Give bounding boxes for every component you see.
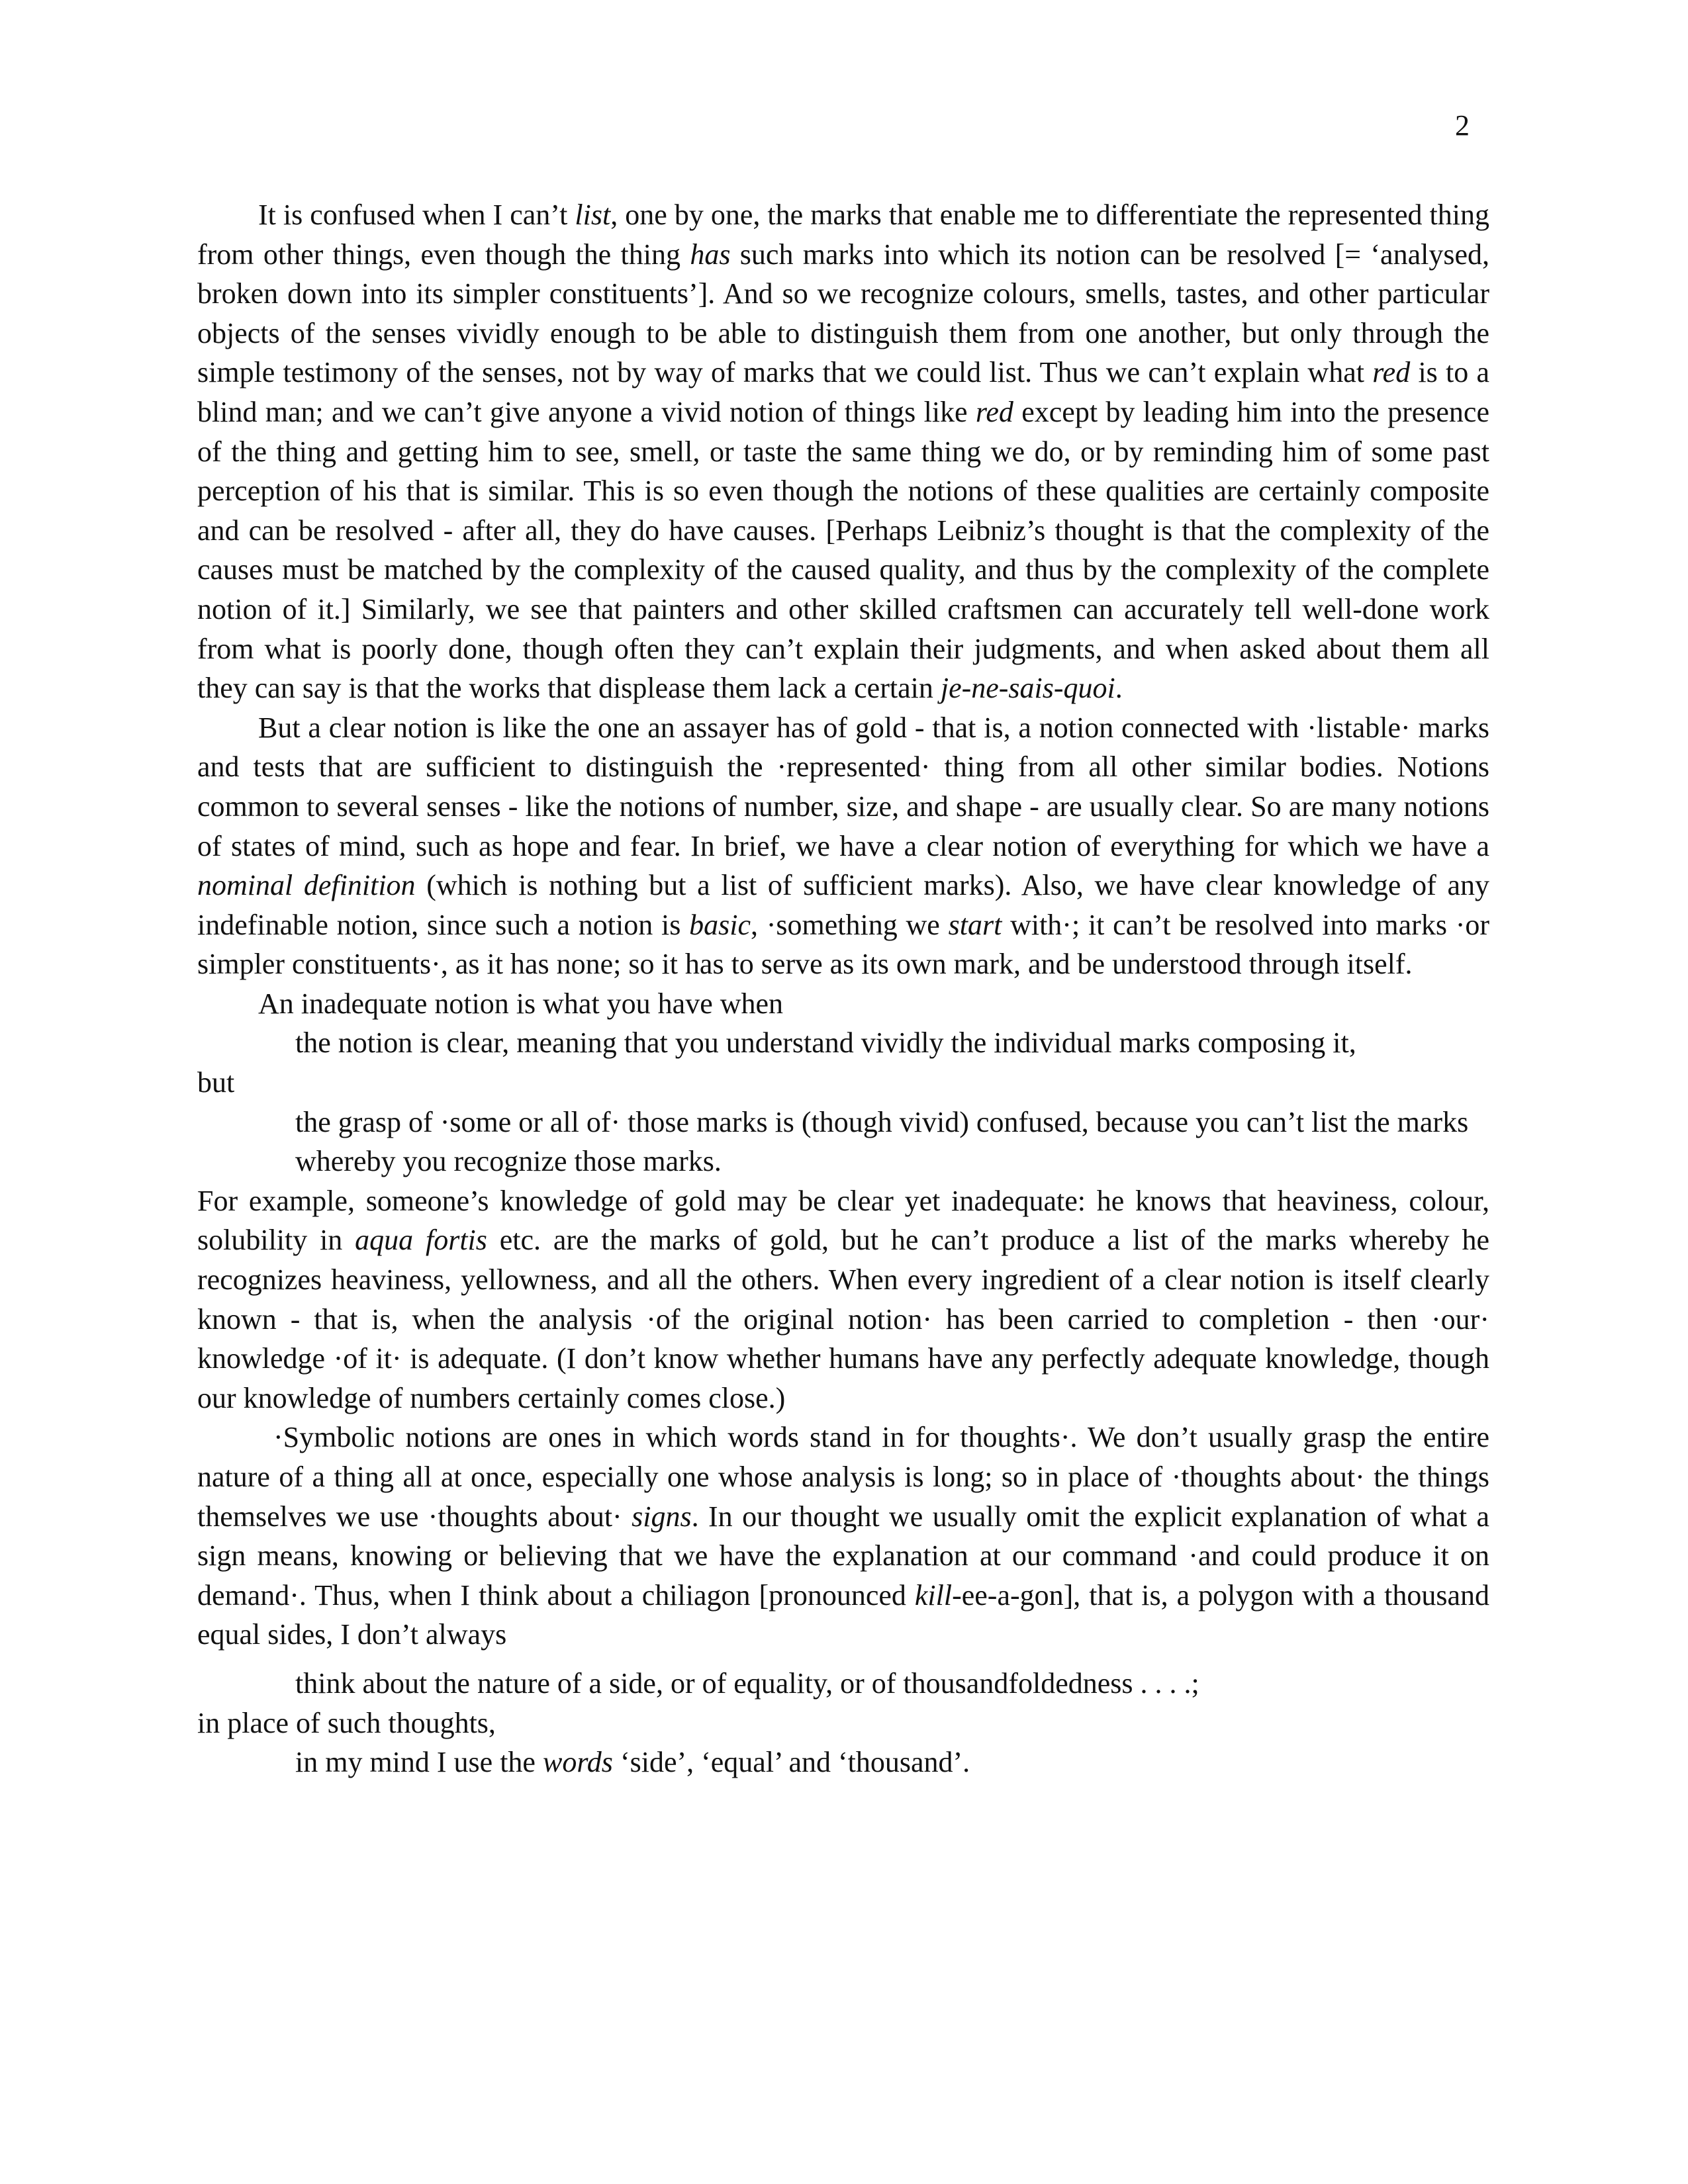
page-number: 2 — [1455, 109, 1470, 142]
connector-but: but — [197, 1066, 235, 1099]
indented-block-confused: the grasp of ·some or all of· those marks is (though vivid) confused, because you can’t list the marks whereby you recognize those marks. — [295, 1105, 1469, 1178]
body-text — [197, 195, 1489, 1782]
paragraph-confused-notion: It is confused when I can’t list, one by one, the marks that enable me to differentiate the represented thing from other things, even though the thing has such marks into which its notion can be resolved [= ‘analysed, broken down into its simpler constituents’]. And so we recognize colours, smells, tastes, and other particular objects of the senses vividly enough to be able to distinguish them from one another, but only through the simple testimony of the senses, not by way of marks that we could list. Thus we can’t explain what red is to a blind man; and we can’t give anyone a vivid notion of things like red except by leading him into the presence of the thing and getting him to see, smell, or taste the same thing we do, or by reminding him of some past perception of his that is similar. This is so even though the notions of these qualities are certainly composite and can be resolved - after all, they do have causes. [Perhaps Leibniz’s thought is that the complexity of the causes must be matched by the complexity of the caused quality, and thus by the complexity of the complete notion of it.] Similarly, we see that painters and other skilled craftsmen can accurately tell well-done work from what is poorly done, though often they can’t explain their judgments, and when asked about them all they can say is that the works that displease them lack a certain je-ne-sais-quoi. — [197, 199, 1489, 705]
indented-block-words: in my mind I use the words ‘side’, ‘equal’ and ‘thousand’. — [295, 1746, 970, 1779]
indented-block-think-about: think about the nature of a side, or of equality, or of thousandfoldedness . . . .; — [295, 1666, 1199, 1700]
indented-block-clear: the notion is clear, meaning that you understand vividly the individual marks composing it, — [295, 1026, 1356, 1060]
paragraph-clear-notion: But a clear notion is like the one an assayer has of gold - that is, a notion connected with ·listable· marks and tests that are sufficient to distinguish the ·represented· thing from all other similar bodies. Notions common to several senses - like the notions of number, size, and shape - are usually clear. So are many notions of states of mind, such as hope and fear. In brief, we have a clear notion of everything for which we have a nominal definition (which is nothing but a list of sufficient marks). Also, we have clear knowledge of any indefinable notion, since such a notion is basic, ·something we start with·; it can’t be resolved into marks ·or simpler constituents·, as it has none; so it has to serve as its own mark, and be understood through itself. — [197, 711, 1490, 981]
paragraph-inadequate-lead: An inadequate notion is what you have when — [258, 987, 784, 1020]
connector-in-place: in place of such thoughts, — [197, 1706, 496, 1739]
paragraph-gold-example: For example, someone’s knowledge of gold may be clear yet inadequate: he knows that heaviness, colour, solubility in aqua fortis etc. are the marks of gold, but he can’t produce a list of the marks whereby he recognizes heaviness, yellowness, and all the others. When every ingredient of a clear notion is itself clearly known - that is, when the analysis ·of the original notion· has been carried to completion - then ·our· knowledge ·of it· is adequate. (I don’t know whether humans have any perfectly adequate knowledge, though our knowledge of numbers certainly comes close.) — [197, 1184, 1489, 1414]
paragraph-symbolic-notions: ·Symbolic notions are ones in which words stand in for thoughts·. We don’t usually grasp the entire nature of a thing all at once, especially one whose analysis is long; so in place of ·thoughts about· the things themselves we use ·thoughts about· signs. In our thought we usually omit the explicit explanation of what a sign means, knowing or believing that we have the explanation at our command ·and could produce it on demand·. Thus, when I think about a chiliagon [pronounced kill-ee-a-gon], that is, a polygon with a thousand equal sides, I don’t always — [197, 1421, 1489, 1651]
